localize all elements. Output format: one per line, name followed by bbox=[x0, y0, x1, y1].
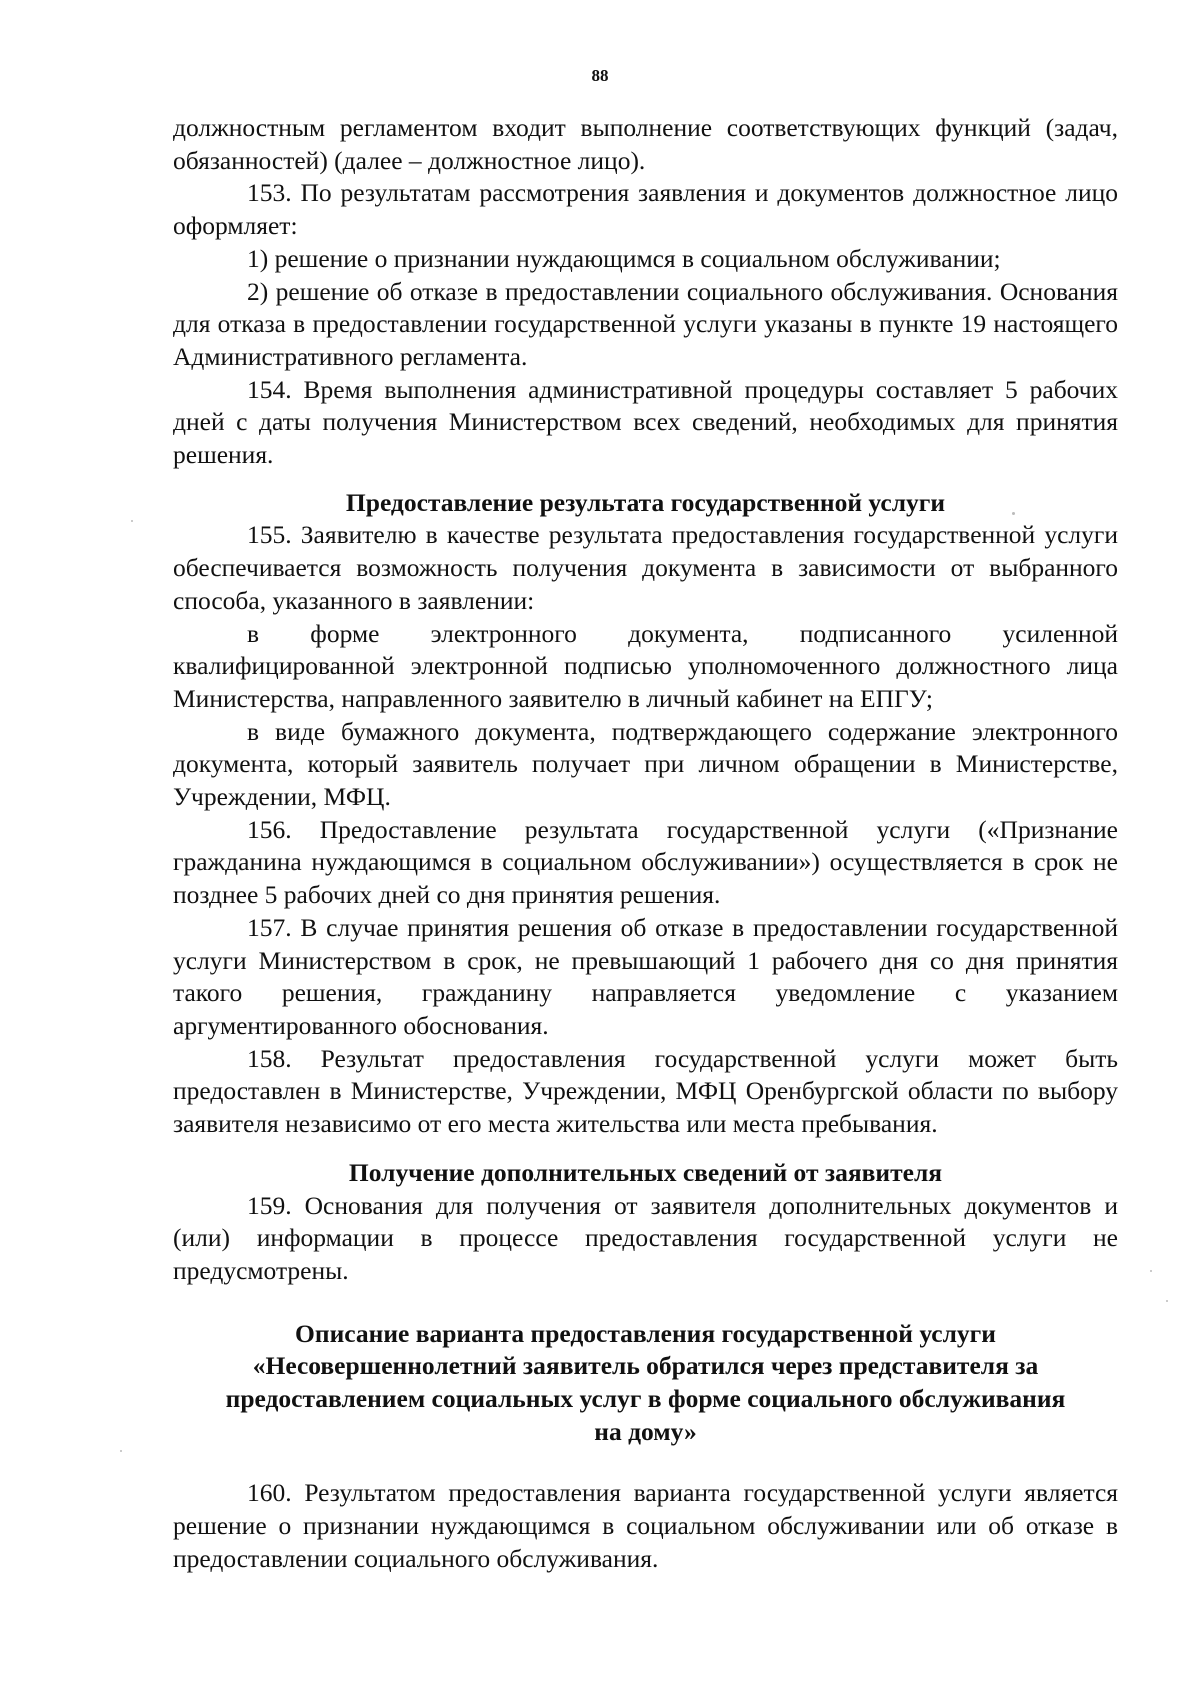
section-heading-variant-line: «Несовершеннолетний заявитель обратился через представителя за bbox=[252, 1351, 1039, 1381]
section-heading-result: Предоставление результата государственной услуги bbox=[345, 487, 946, 517]
scan-speck bbox=[1150, 1270, 1152, 1272]
scan-speck bbox=[1166, 1300, 1168, 1302]
list-item-decision-2: 2) решение об отказе в предоставлении социального обслуживания. Основания для отказа в предоставлении государственной услуги указаны в пункте 19 настоящего Административного регламента. bbox=[173, 276, 1118, 371]
section-heading-additional-info: Получение дополнительных сведений от заявителя bbox=[348, 1157, 943, 1187]
paragraph-paper-form: в виде бумажного документа, подтверждающего содержание электронного документа, который заявитель получает при личном обращении в Министерстве, Учреждении, МФЦ. bbox=[173, 716, 1118, 812]
paragraph-155: 155. Заявителю в качестве результата предоставления государственной услуги обеспечивается возможность получения документа в зависимости от выбранного способа, указанного в заявлении: bbox=[173, 520, 1118, 615]
list-item-decision-1: 1) решение о признании нуждающимся в социальном обслуживании; bbox=[247, 243, 1001, 273]
section-heading-variant-line: Описание варианта предоставления государственной услуги bbox=[295, 1318, 996, 1348]
page-number: 88 bbox=[591, 66, 609, 85]
section-heading-variant-line: на дому» bbox=[594, 1416, 697, 1446]
paragraph-154: 154. Время выполнения административной процедуры составляет 5 рабочих дней с даты получения Министерством всех сведений, необходимых для принятия решения. bbox=[173, 374, 1118, 470]
section-heading-variant-line: предоставлением социальных услуг в форме социального обслуживания bbox=[225, 1384, 1066, 1414]
paragraph-160: 160. Результатом предоставления варианта государственной услуги является решение о признании нуждающимся в социальном обслуживании или об отказе в предоставлении социального обслуживания. bbox=[173, 1478, 1118, 1573]
paragraph-153: 153. По результатам рассмотрения заявления и документов должностное лицо оформляет: bbox=[173, 178, 1118, 241]
section-heading-variant bbox=[173, 1318, 1118, 1449]
scan-speck bbox=[1012, 512, 1015, 515]
paragraph-158: 158. Результат предоставления государственной услуги может быть предоставлен в Министерстве, Учреждении, МФЦ Оренбургской области по выбору заявителя независимо от его места жительства или места пребывания. bbox=[173, 1043, 1118, 1139]
paragraph-continued: должностным регламентом входит выполнение соответствующих функций (задач, обязанностей) (далее – должностное лицо). bbox=[173, 113, 1118, 175]
scan-speck bbox=[131, 520, 133, 522]
paragraph-159: 159. Основания для получения от заявителя дополнительных документов и (или) информации в процессе предоставления государственной услуги не предусмотрены. bbox=[173, 1190, 1118, 1285]
document-body bbox=[173, 112, 1118, 1576]
paragraph-electronic-form: в форме электронного документа, подписанного усиленной квалифицированной электронной подписью уполномоченного должностного лица Министерства, направленного заявителю в личный кабинет на ЕПГУ; bbox=[173, 618, 1118, 713]
scan-speck bbox=[120, 1450, 122, 1452]
paragraph-156: 156. Предоставление результата государственной услуги («Признание гражданина нуждающимся в социальном обслуживании») осуществляется в срок не позднее 5 рабочих дней со дня принятия решения. bbox=[173, 814, 1118, 910]
paragraph-157: 157. В случае принятия решения об отказе в предоставлении государственной услуги Министерством в срок, не превышающий 1 рабочего дня со дня принятия такого решения, гражданину направляется уведомление с указанием аргументированного обоснования. bbox=[173, 912, 1118, 1040]
